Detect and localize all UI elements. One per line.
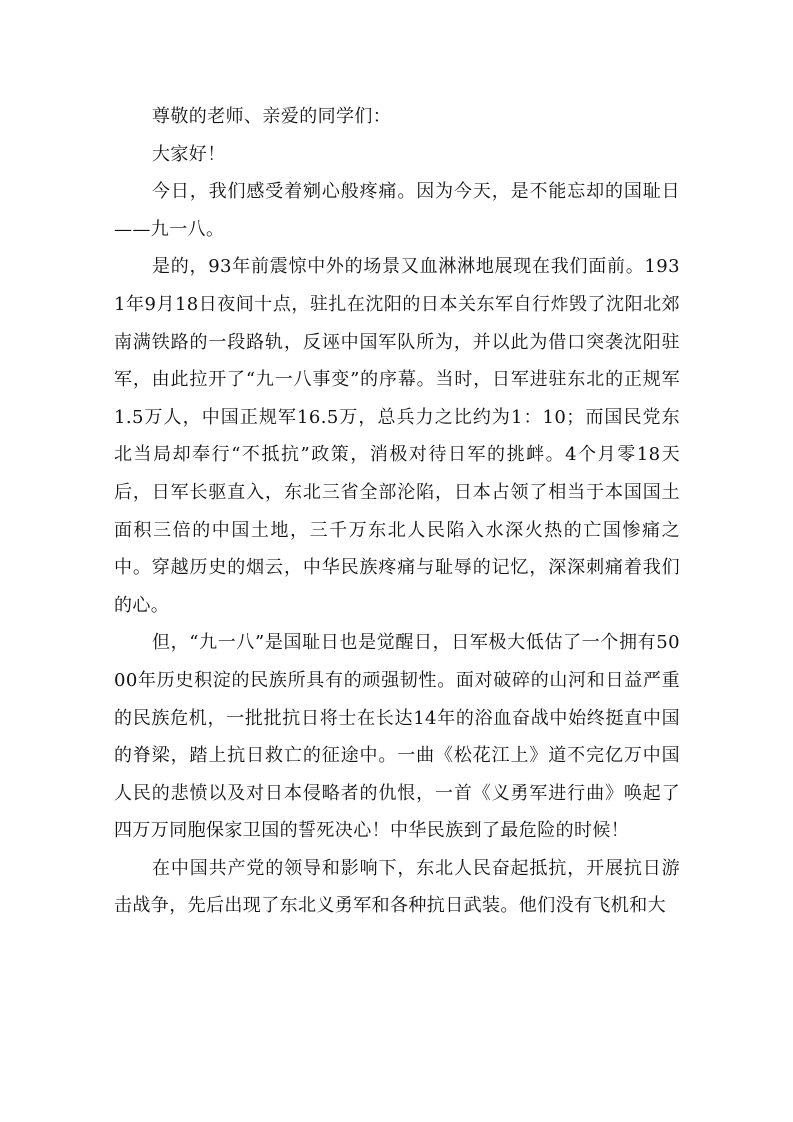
paragraph-intro: 今日，我们感受着剜心般疼痛。因为今天，是不能忘却的国耻日——九一八。 [114,181,680,240]
paragraph-resistance: 在中国共产党的领导和影响下，东北人民奋起抵抗，开展抗日游击战争，先后出现了东北义勇军和各种抗日武装。他们没有飞机和大 [114,857,680,917]
greeting: 大家好！ [152,143,226,165]
paragraph-history: 是的，93年前震惊中外的场景又血淋淋地展现在我们面前。1931年9月18日夜间十点，驻扎在沈阳的日本关东军自行炸毁了沈阳北郊南满铁路的一段路轨，反诬中国军队所为，并以此为借口突袭沈阳驻军，由此拉开了“九一八事变”的序幕。当时，日军进驻东北的正规军1.5万人，中国正规军16.5万，总兵力之比约为1：10；而国民党东北当局却奉行“不抵抗”政策，消极对待日军的挑衅。4个月零18天后，日军长驱直入，东北三省全部沦陷，日本占领了相当于本国国土面积三倍的中国土地，三千万东北人民陷入水深火热的亡国惨痛之中。穿越历史的烟云，中华民族疼痛与耻辱的记忆，深深刺痛着我们的心。 [114,256,680,616]
paragraph-awakening: 但，“九一八”是国耻日也是觉醒日，日军极大低估了一个拥有5000年历史积淀的民族所具有的顽强韧性。面对破碎的山河和日益严重的民族危机，一批批抗日将士在长达14年的浴血奋战中始终挺直中国的脊梁，踏上抗日救亡的征途中。一曲《松花江上》道不完亿万中国人民的悲愤以及对日本侵略者的仇恨，一首《义勇军进行曲》唤起了四万万同胞保家卫国的誓死决心！中华民族到了最危险的时候！ [114,632,680,842]
salutation: 尊敬的老师、亲爱的同学们： [152,106,392,127]
document-body [114,98,680,925]
